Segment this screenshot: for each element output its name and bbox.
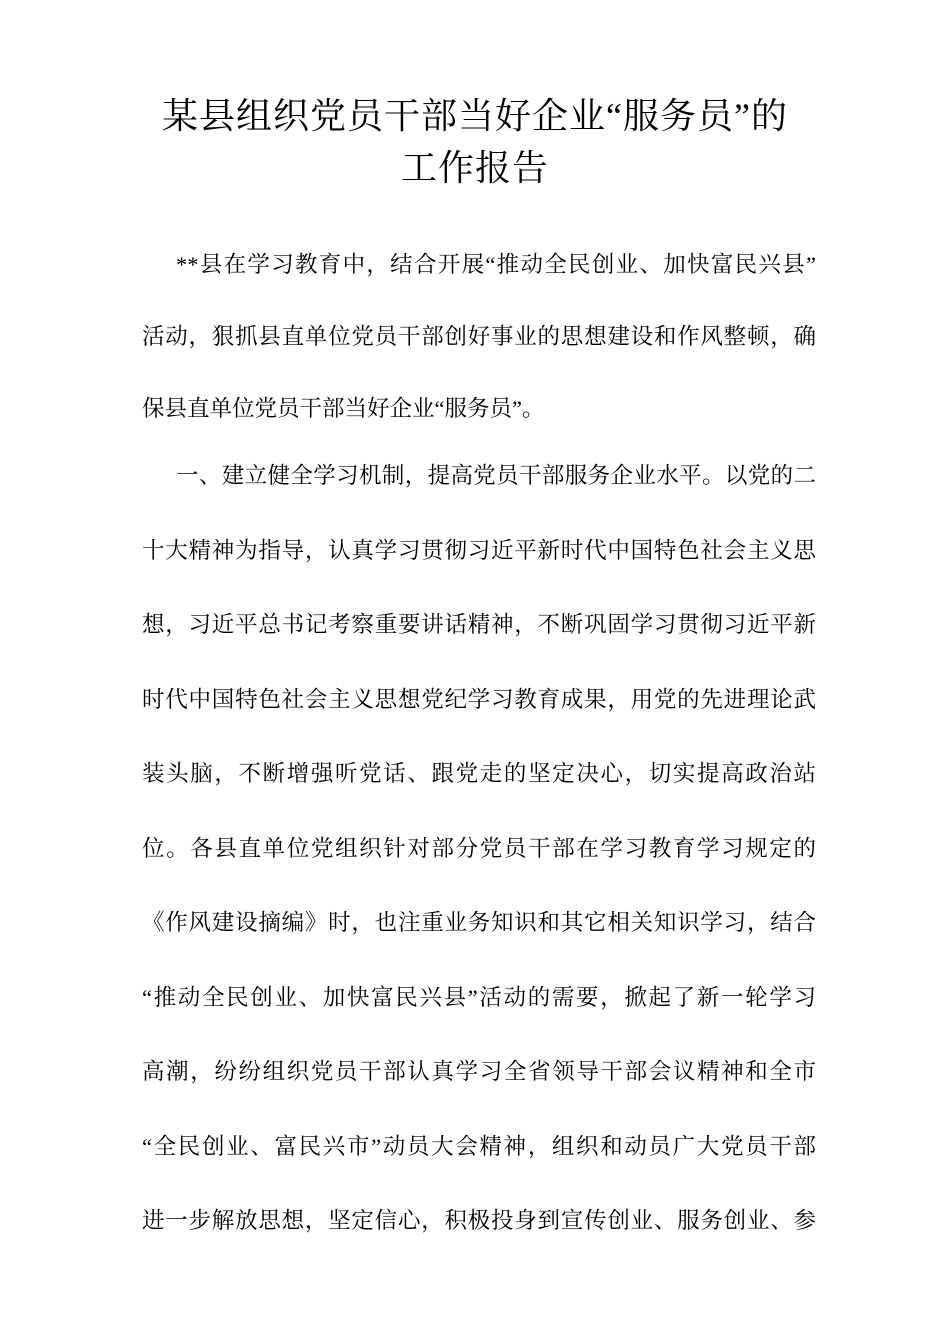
text-line: 位。各县直单位党组织针对部分党员干部在学习教育学习规定的 [142, 835, 816, 861]
text-line: 一、建立健全学习机制，提高党员干部服务企业水平。以党的二 [176, 463, 816, 488]
text-line: 进一步解放思想，坚定信心，积极投身到宣传创业、服务创业、参 [142, 1208, 816, 1233]
text-line: 高潮，纷纷组织党员干部认真学习全省领导干部会议精神和全市 [142, 1059, 816, 1084]
paragraph-2 [142, 439, 816, 1259]
text-line: “推动全民创业、加快富民兴县”活动的需要，掀起了新一轮学习 [142, 984, 816, 1010]
document-body [142, 229, 816, 1259]
text-line: 时代中国特色社会主义思想党纪学习教育成果，用党的先进理论武 [142, 686, 816, 712]
text-line: 装头脑，不断增强听党话、跟党走的坚定决心，切实提高政治站 [142, 761, 816, 786]
text-line: 活动，狠抓县直单位党员干部创好事业的思想建设和作风整顿，确 [142, 324, 816, 349]
paragraph-1 [142, 229, 816, 445]
title-line-2: 工作报告 [400, 148, 549, 188]
text-line: 想，习近平总书记考察重要讲话精神，不断巩固学习贯彻习近平新 [142, 612, 816, 637]
text-line: 十大精神为指导，认真学习贯彻习近平新时代中国特色社会主义思 [142, 537, 816, 563]
document-title [138, 90, 812, 194]
text-line: “全民创业、富民兴市”动员大会精神，组织和动员广大党员干部 [142, 1133, 816, 1159]
text-line: 保县直单位党员干部当好企业“服务员”。 [142, 396, 545, 421]
text-line: **县在学习教育中，结合开展“推动全民创业、加快富民兴县” [176, 252, 816, 277]
text-line: 《作风建设摘编》时，也注重业务知识和其它相关知识学习，结合 [142, 910, 816, 935]
title-line-1: 某县组织党员干部当好企业“服务员”的 [162, 96, 788, 136]
